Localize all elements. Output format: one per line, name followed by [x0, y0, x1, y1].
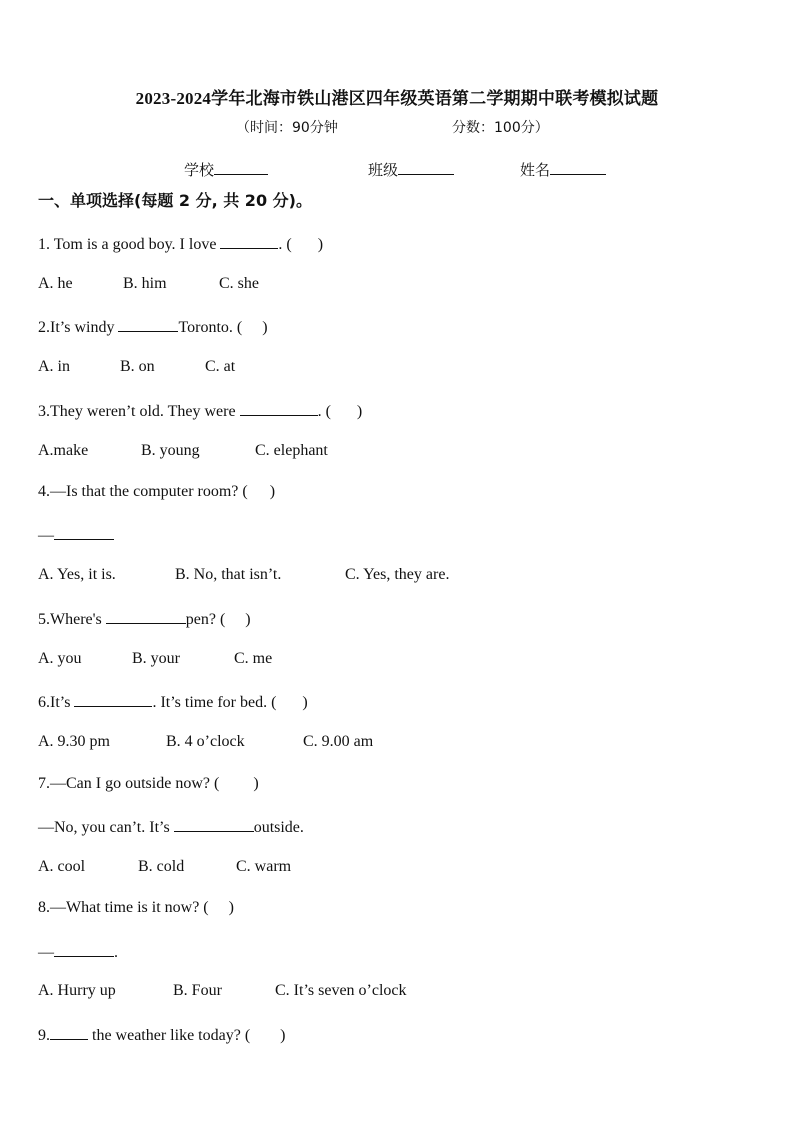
question-text: 6.It’s — [38, 694, 75, 711]
name-field — [520, 159, 606, 180]
option-c[interactable]: C. elephant — [255, 442, 328, 459]
option-b[interactable]: B. Four — [173, 982, 222, 999]
time-label: （时间：90分钟 — [236, 120, 338, 136]
question-7 — [38, 775, 259, 793]
paren-close: ) — [269, 483, 276, 500]
answer-blank[interactable] — [74, 691, 152, 707]
option-a[interactable]: A. in — [38, 358, 70, 375]
option-c[interactable]: C. she — [219, 275, 259, 292]
dash: — — [38, 527, 54, 544]
answer-blank[interactable] — [50, 1024, 88, 1040]
question-5 — [38, 608, 251, 629]
question-4-answer-line — [38, 524, 114, 545]
question-text: 8.—What time is it now? ( — [38, 899, 209, 916]
answer-blank[interactable] — [54, 941, 114, 957]
question-text: . It’s time for bed. ( — [152, 694, 277, 711]
question-text: the weather like today? ( — [88, 1027, 251, 1044]
question-8-answer-line — [38, 941, 118, 962]
option-a[interactable]: A. Hurry up — [38, 982, 116, 999]
option-b[interactable]: B. No, that isn’t. — [175, 566, 282, 583]
option-c[interactable]: C. It’s seven o’clock — [275, 982, 407, 999]
question-text: . ( — [278, 236, 292, 253]
question-text: 7.—Can I go outside now? ( — [38, 775, 220, 792]
question-text: pen? ( — [185, 611, 226, 628]
paren-close: ) — [245, 611, 251, 628]
name-label: 姓名 — [520, 161, 551, 179]
question-3 — [38, 400, 362, 421]
question-text: 2.It’s windy — [38, 319, 119, 336]
question-text: 5.Where's — [38, 611, 106, 628]
option-c[interactable]: C. me — [234, 650, 273, 667]
exam-title: 2023-2024学年北海市铁山港区四年级英语第二学期期中联考模拟试题 — [135, 89, 659, 108]
option-a[interactable]: A. cool — [38, 858, 86, 875]
class-label: 班级 — [368, 161, 399, 179]
paren-close: ) — [228, 899, 234, 916]
option-b[interactable]: B. 4 o’clock — [166, 733, 245, 750]
option-a[interactable]: A.make — [38, 442, 89, 459]
question-6 — [38, 691, 308, 712]
question-1 — [38, 233, 323, 254]
question-text: 9. — [38, 1027, 50, 1044]
question-text: —No, you can’t. It’s — [38, 819, 174, 836]
question-7-answer-line — [38, 816, 304, 837]
question-8 — [38, 899, 234, 917]
option-b[interactable]: B. him — [123, 275, 167, 292]
option-a[interactable]: A. he — [38, 275, 73, 292]
option-c[interactable]: C. Yes, they are. — [345, 566, 450, 583]
question-9 — [38, 1024, 285, 1045]
school-label: 学校 — [184, 161, 215, 179]
class-blank[interactable] — [398, 160, 454, 175]
option-c[interactable]: C. 9.00 am — [303, 733, 374, 750]
school-field — [184, 159, 268, 180]
question-text: 4.—Is that the computer room? ( — [38, 483, 248, 500]
name-blank[interactable] — [550, 160, 606, 175]
option-c[interactable]: C. warm — [236, 858, 292, 875]
answer-blank[interactable] — [220, 233, 278, 249]
answer-blank[interactable] — [240, 400, 318, 416]
question-text: . ( — [317, 403, 331, 420]
answer-blank[interactable] — [118, 316, 178, 332]
option-b[interactable]: B. on — [120, 358, 155, 375]
paren-close: ) — [317, 236, 324, 253]
question-text: 1. Tom is a good boy. I love — [38, 236, 221, 253]
answer-blank[interactable] — [174, 816, 254, 832]
question-text: Toronto. ( — [178, 319, 243, 336]
school-blank[interactable] — [214, 160, 268, 175]
answer-blank[interactable] — [106, 608, 186, 624]
paren-close: ) — [302, 694, 308, 711]
dash: — — [38, 944, 54, 961]
section-heading: 一、单项选择(每题 2 分, 共 20 分)。 — [38, 191, 312, 210]
question-text: . — [114, 944, 118, 961]
option-b[interactable]: B. cold — [138, 858, 185, 875]
option-a[interactable]: A. 9.30 pm — [38, 733, 110, 750]
option-a[interactable]: A. Yes, it is. — [38, 566, 116, 583]
question-2 — [38, 316, 268, 337]
question-text: outside. — [253, 819, 304, 836]
option-a[interactable]: A. you — [38, 650, 82, 667]
paren-close: ) — [280, 1027, 286, 1044]
answer-blank[interactable] — [54, 524, 114, 540]
question-text: 3.They weren’t old. They were — [38, 403, 240, 420]
option-b[interactable]: B. young — [141, 442, 200, 459]
paren-close: ) — [356, 403, 363, 420]
option-b[interactable]: B. your — [132, 650, 180, 667]
question-4 — [38, 483, 275, 501]
class-field — [368, 159, 454, 180]
paren-close: ) — [262, 319, 268, 336]
paren-close: ) — [253, 775, 259, 792]
score-label: 分数：100分） — [452, 120, 549, 136]
option-c[interactable]: C. at — [205, 358, 236, 375]
